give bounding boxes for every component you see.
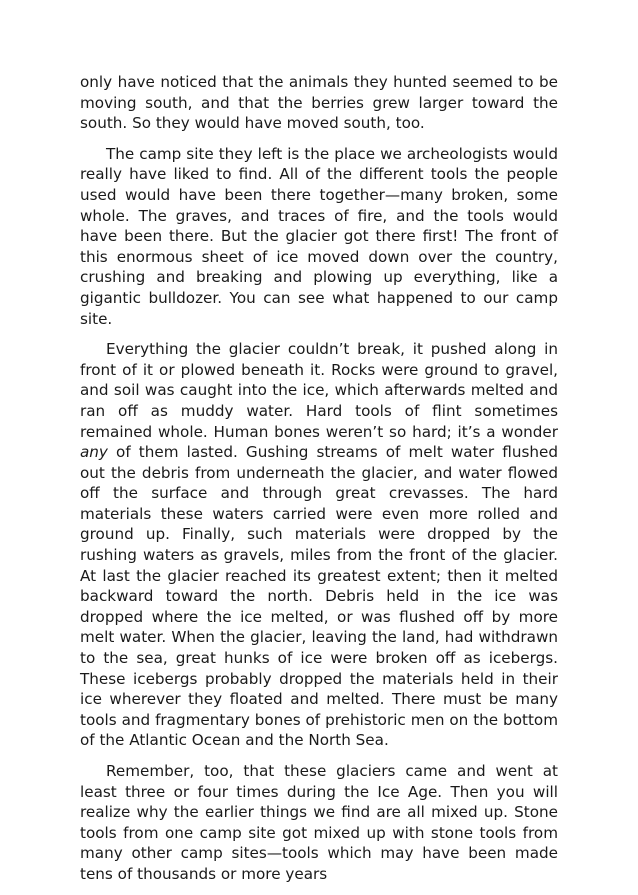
paragraph-3-part-1: Everything the glacier couldn’t break, it pushed along in front of it or plowed beneath it. Rocks were ground to gravel, and soil was caught into the ice, which afterwards melted and ran off as muddy water. Hard tools of flint sometimes remained whole. Human bones weren’t so hard; it’s a wonder (80, 340, 558, 441)
paragraph-3-part-2: of them lasted. Gushing streams of melt water flushed out the debris from underneath the glacier, and water flowed off the surface and through great crevasses. The hard materials these waters carried were even more rolled and ground up. Finally, such materials were dropped by the rushing waters as gravels, miles from the front of the glacier. At last the glacier reached its greatest extent; then it melted backward toward the north. Debris held in the ice was dropped where the ice melted, or was flushed off by more melt water. When the glacier, leaving the land, had withdrawn to the sea, great hunks of ice were broken off as icebergs. These icebergs probably dropped the materials held in their ice wherever they floated and melted. There must be many tools and fragmentary bones of prehistoric men on the bottom of the Atlantic Ocean and the North Sea. (80, 443, 558, 750)
emphasis-any: any (80, 443, 108, 462)
document-page (80, 72, 558, 895)
paragraph-2: The camp site they left is the place we archeologists would really have liked to find. All of the different tools the people used would have been there together—many broken, some whole. The graves, and traces of fire, and the tools would have been there. But the glacier got there first! The front of this enormous sheet of ice moved down over the country, crushing and breaking and plowing up everything, like a gigantic bulldozer. You can see what happened to our camp site. (80, 144, 558, 328)
paragraph-4: Remember, too, that these glaciers came and went at least three or four times during the Ice Age. Then you will realize why the earlier things we find are all mixed up. Stone tools from one camp site got mixed up with stone tools from many other camp sites—tools which may have been made tens of thousands or more years (80, 762, 558, 883)
paragraph-3 (80, 339, 558, 751)
paragraph-1: only have noticed that the animals they hunted seemed to be moving south, and that the berries grew larger toward the south. So they would have moved south, too. (80, 73, 558, 133)
